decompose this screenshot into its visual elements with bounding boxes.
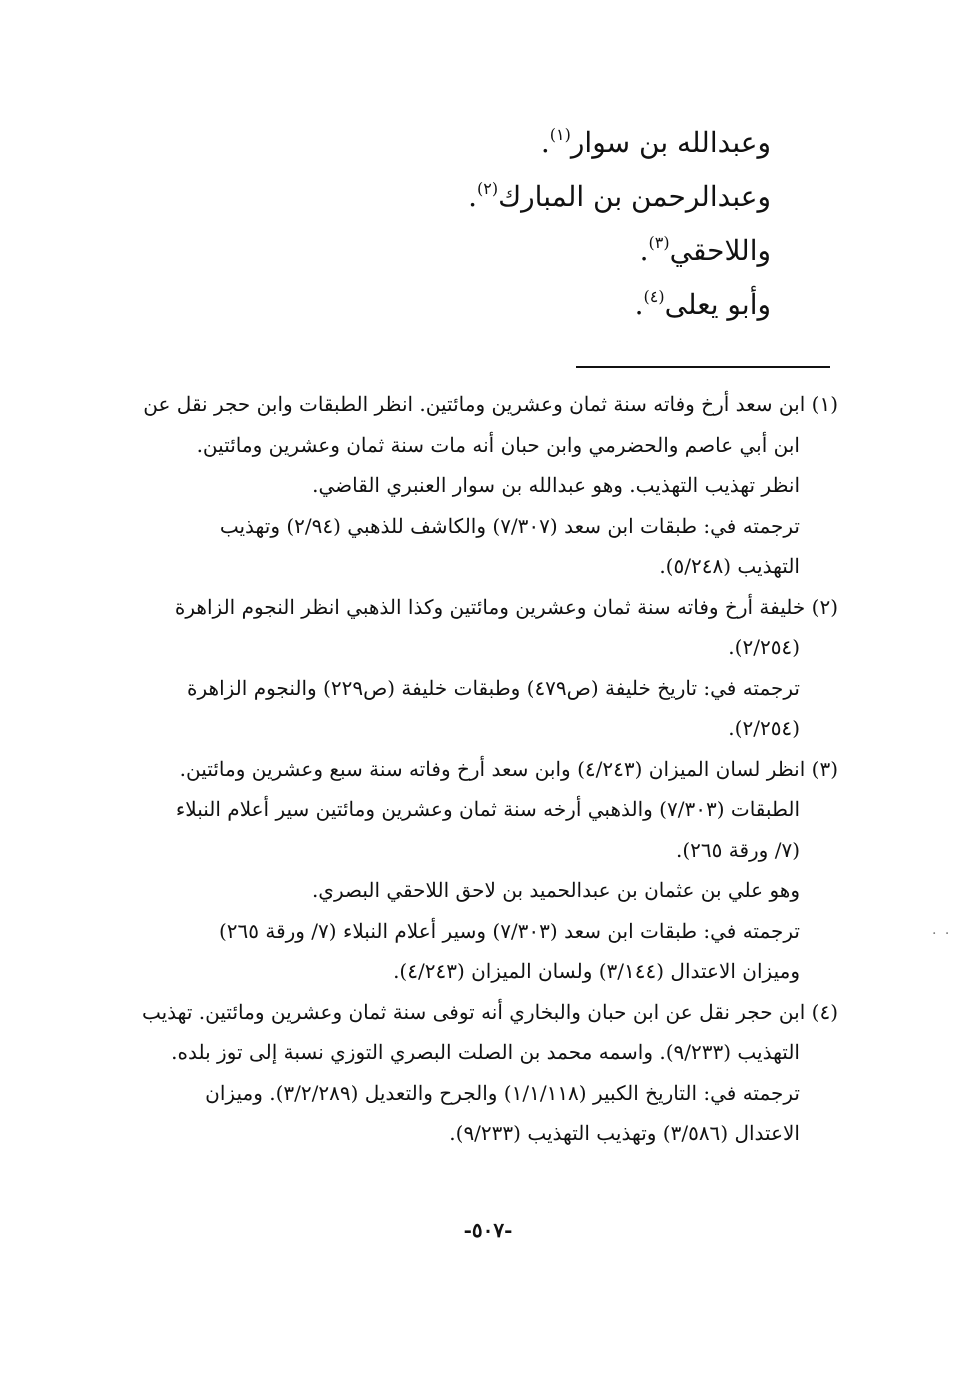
main-text-block: [251, 112, 771, 328]
footnote-3-start: (٣) انظر لسان الميزان (٤/٢٤٣) وابن سعد أرخ وفاته سنة سبع وعشرين ومائتين.: [179, 756, 838, 781]
footnote-line: ترجمته في: تاريخ خليفة (ص٤٧٩) وطبقات خليفة (ص٢٢٩) والنجوم الزاهرة: [187, 675, 800, 700]
footnote-line: ترجمته في: طبقات ابن سعد (٧/٣٠٣) وسير أعلام النبلاء (٧/ ورقة ٢٦٥): [218, 918, 800, 943]
margin-mark: · ·: [932, 926, 952, 942]
footnote-line: وميزان الاعتدال (٣/١٤٤) ولسان الميزان (٤/٢٤٣).: [393, 959, 800, 983]
footnote-line: (٢/٢٥٤).: [728, 635, 800, 659]
footnotes-block: [138, 384, 838, 1154]
main-text-line: وعبدالله بن سوار$^{(١)}$.: [540, 125, 771, 159]
footnote-1-start: (١) ابن سعد أرخ وفاته سنة ثمان وعشرين ومائتين. انظر الطبقات وابن حجر نقل عن: [143, 392, 838, 416]
footnote-line: التهذيب (٥/٢٤٨).: [659, 554, 800, 578]
footnote-2-start: (٢) خليفة أرخ وفاته سنة ثمان وعشرين ومائتين وكذا الذهبي انظر النجوم الزاهرة: [174, 594, 838, 619]
main-text-line: وأبو يعلى$^{(٤)}$.: [634, 287, 771, 321]
footnote-ref[interactable]: (٢): [476, 179, 499, 198]
main-text-line: وعبدالرحمن بن المبارك$^{(٢)}$.: [468, 179, 771, 213]
footnote-ref[interactable]: (٤): [643, 287, 665, 306]
main-text-line: واللاحقي$^{(٣)}$.: [639, 233, 771, 267]
footnote-line: الاعتدال (٣/٥٨٦) وتهذيب التهذيب (٩/٢٣٣).: [449, 1121, 800, 1145]
footnote-divider: [576, 366, 830, 368]
footnote-line: التهذيب (٩/٢٣٣). واسمه محمد بن الصلت البصري التوزي نسبة إلى توز بلده.: [171, 1040, 800, 1064]
footnote-ref[interactable]: (٣): [648, 233, 670, 252]
footnote-ref[interactable]: (١): [549, 125, 571, 144]
footnote-line: ابن أبي عاصم والحضرمي وابن حبان أنه مات سنة ثمان وعشرين ومائتين.: [196, 432, 800, 457]
footnote-line: ترجمته في: طبقات ابن سعد (٧/٣٠٧) والكاشف للذهبي (٢/٩٤) وتهذيب: [219, 513, 800, 538]
footnote-line: ترجمته في: التاريخ الكبير (١/١/١١٨) والجرح والتعديل (٣/٢/٢٨٩). وميزان: [205, 1080, 800, 1105]
footnote-line: وهو علي بن عثمان بن عبدالحميد بن لاحق اللاحقي البصري.: [311, 878, 800, 902]
footnote-line: الطبقات (٧/٣٠٣) والذهبي أرخه سنة ثمان وعشرين ومائتين سير أعلام النبلاء: [175, 797, 800, 821]
footnote-line: (٢/٢٥٤).: [728, 716, 800, 740]
page-number: -٥٠٧-: [463, 1218, 513, 1242]
footnote-line: انظر تهذيب التهذيب. وهو عبدالله بن سوار العنبري القاضي.: [312, 473, 800, 497]
footnote-4-start: (٤) ابن حجر نقل عن ابن حبان والبخاري أنه توفى سنة ثمان وعشرين ومائتين. تهذيب: [141, 999, 838, 1024]
footnote-line: (٧/ ورقة ٢٦٥).: [675, 837, 800, 862]
